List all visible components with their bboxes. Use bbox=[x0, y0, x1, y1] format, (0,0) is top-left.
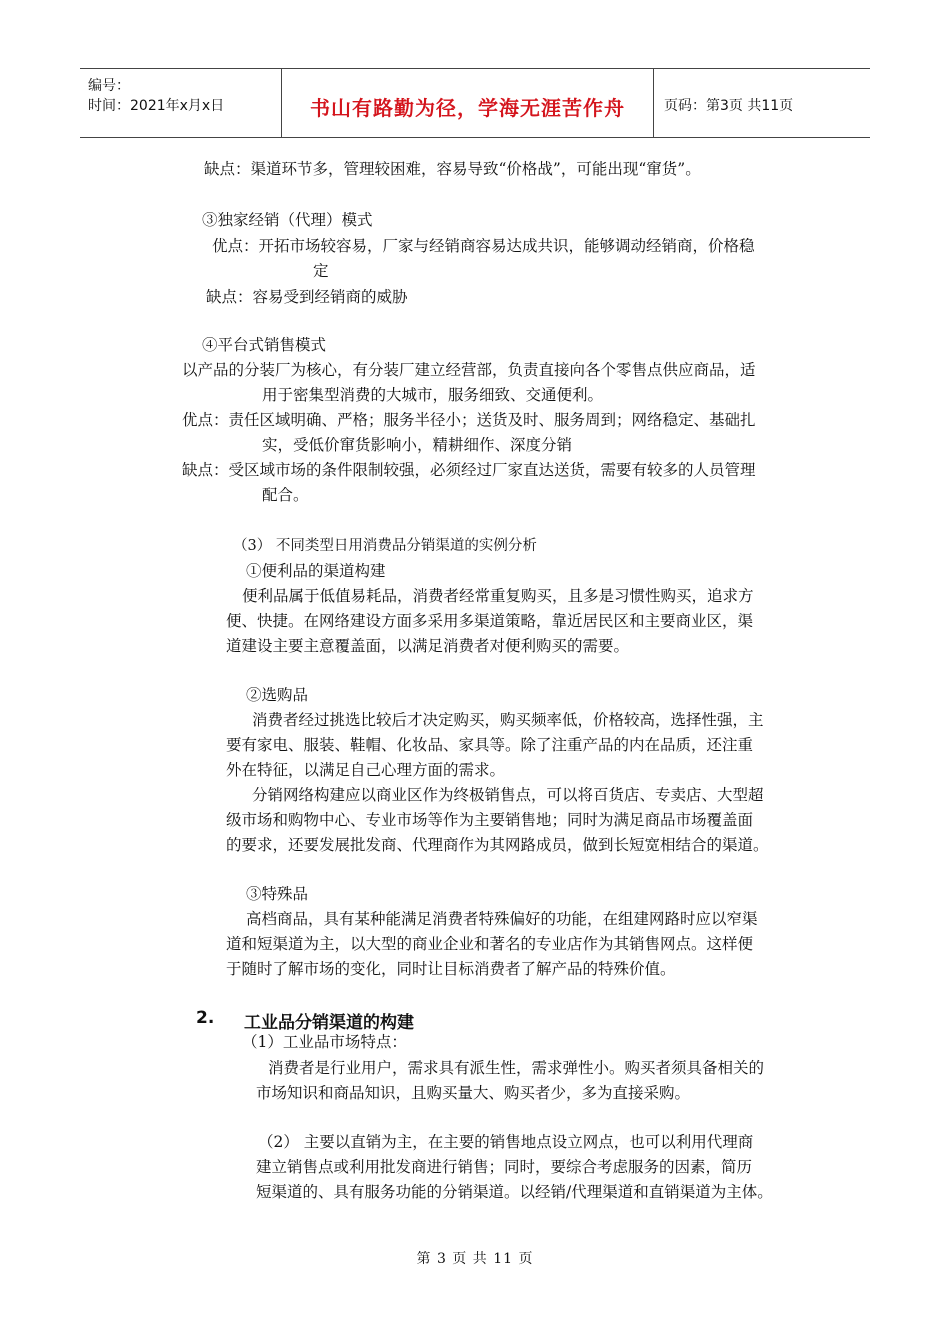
subheading: ④平台式销售模式 bbox=[202, 336, 327, 354]
section-title: 工业品分销渠道的构建 bbox=[244, 1013, 414, 1033]
page-header bbox=[80, 68, 870, 138]
text-line: 缺点：容易受到经销商的威胁 bbox=[206, 288, 408, 306]
header-page-number: 页码：第3页 共11页 bbox=[664, 98, 794, 114]
section-number: 2. bbox=[196, 1008, 215, 1028]
text-line: 优点：开拓市场较容易，厂家与经销商容易达成共识，能够调动经销商，价格稳 bbox=[212, 237, 755, 255]
text-line: 缺点：受区域市场的条件限制较强，必须经过厂家直达送货，需要有较多的人员管理 bbox=[182, 461, 756, 479]
document-number-label: 编号： bbox=[88, 78, 130, 94]
text-line: 的要求，还要发展批发商、代理商作为其网路成员，做到长短宽相结合的渠道。 bbox=[226, 836, 769, 854]
subheading: （3） 不同类型日用消费品分销渠道的实例分析 bbox=[233, 538, 537, 554]
text-line: 消费者经过挑选比较后才决定购买，购买频率低，价格较高，选择性强，主 bbox=[252, 711, 764, 729]
document-time-label: 时间：2021年x月x日 bbox=[88, 98, 225, 114]
header-info-cell bbox=[80, 69, 282, 137]
subheading: （1）工业品市场特点： bbox=[242, 1033, 407, 1051]
text-line: 缺点：渠道环节多，管理较困难，容易导致“价格战”，可能出现“窜货”。 bbox=[204, 160, 701, 178]
text-line: 建立销售点或利用批发商进行销售；同时，要综合考虑服务的因素，简历 bbox=[256, 1158, 753, 1176]
text-line: 便、快捷。在网络建设方面多采用多渠道策略，靠近居民区和主要商业区，渠 bbox=[226, 612, 754, 630]
header-motto: 书山有路勤为径，学海无涯苦作舟 bbox=[310, 96, 625, 120]
text-line: 外在特征，以满足自己心理方面的需求。 bbox=[226, 761, 506, 779]
text-line: 要有家电、服装、鞋帽、化妆品、家具等。除了注重产品的内在品质，还注重 bbox=[226, 736, 754, 754]
header-page-cell bbox=[654, 69, 870, 137]
text-line: 配合。 bbox=[262, 486, 309, 504]
text-line: 短渠道的、具有服务功能的分销渠道。以经销/代理渠道和直销渠道为主体。 bbox=[256, 1183, 773, 1201]
subheading: ③特殊品 bbox=[246, 885, 309, 903]
subheading: ③独家经销（代理）模式 bbox=[202, 211, 373, 229]
text-line: 于随时了解市场的变化，同时让目标消费者了解产品的特殊价值。 bbox=[226, 960, 676, 978]
text-line: 用于密集型消费的大城市，服务细致、交通便利。 bbox=[262, 386, 604, 404]
text-line: 便利品属于低值易耗品，消费者经常重复购买，且多是习惯性购买，追求方 bbox=[242, 587, 754, 605]
text-line: 优点：责任区域明确、严格；服务半径小；送货及时、服务周到；网络稳定、基础扎 bbox=[182, 411, 756, 429]
text-line: 定 bbox=[313, 262, 329, 280]
page-footer: 第 3 页 共 11 页 bbox=[416, 1251, 534, 1267]
subheading: ②选购品 bbox=[246, 686, 309, 704]
text-line: 级市场和购物中心、专业市场等作为主要销售地；同时为满足商品市场覆盖面 bbox=[226, 811, 754, 829]
text-line: 道建设主要主意覆盖面，以满足消费者对便利购买的需要。 bbox=[226, 637, 630, 655]
text-line: 分销网络构建应以商业区作为终极销售点，可以将百货店、专卖店、大型超 bbox=[252, 786, 764, 804]
text-line: 市场知识和商品知识，且购买量大、购买者少，多为直接采购。 bbox=[256, 1084, 691, 1102]
text-line: 高档商品，具有某种能满足消费者特殊偏好的功能，在组建网路时应以窄渠 bbox=[246, 910, 758, 928]
text-line: 消费者是行业用户，需求具有派生性，需求弹性小。购买者须具备相关的 bbox=[268, 1059, 765, 1077]
header-motto-cell bbox=[282, 69, 654, 137]
subheading: ①便利品的渠道构建 bbox=[246, 562, 386, 580]
text-line: 以产品的分装厂为核心，有分装厂建立经营部，负责直接向各个零售点供应商品，适 bbox=[182, 361, 756, 379]
text-line: 实，受低价窜货影响小，精耕细作、深度分销 bbox=[262, 436, 573, 454]
text-line: 道和短渠道为主，以大型的商业企业和著名的专业店作为其销售网点。这样便 bbox=[226, 935, 754, 953]
text-line: （2） 主要以直销为主，在主要的销售地点设立网点，也可以利用代理商 bbox=[258, 1133, 754, 1151]
